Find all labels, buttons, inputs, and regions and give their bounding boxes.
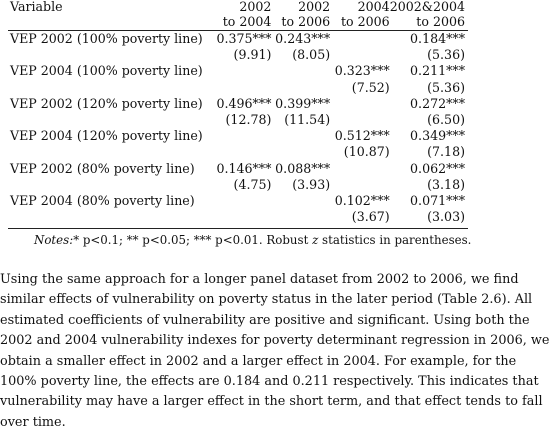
z-cell	[203, 209, 272, 229]
table-row-z	[8, 80, 468, 96]
table-row	[8, 63, 468, 79]
row-label: VEP 2004 (80% poverty line)	[10, 193, 195, 209]
notes-text: * p<0.1; ** p<0.05; *** p<0.01. Robust	[73, 233, 313, 247]
table-row-z	[8, 112, 468, 128]
paragraph-line: estimated coefficients of vulnerability are positive and significant. Using both the	[0, 312, 530, 328]
coef-cell: 0.512***	[334, 128, 390, 144]
table-row-z	[8, 177, 468, 193]
header-col-1-sub: to 2004	[203, 14, 272, 31]
coef-cell: 0.349***	[410, 128, 465, 144]
z-cell	[330, 177, 390, 193]
z-cell	[330, 47, 390, 63]
paragraph-line: obtain a smaller effect in 2002 and a larger effect in 2004. For example, for the	[0, 353, 517, 369]
z-cell: (11.54)	[284, 112, 331, 128]
z-cell: (3.03)	[390, 209, 468, 229]
z-cell: (4.75)	[233, 176, 272, 192]
z-cell: (12.78)	[225, 112, 272, 128]
z-cell	[271, 144, 330, 160]
z-cell: (10.87)	[343, 144, 390, 160]
table-row	[8, 128, 468, 144]
coef-cell	[203, 193, 272, 209]
table-notes	[34, 233, 471, 247]
z-cell	[271, 209, 330, 229]
z-cell: (9.91)	[233, 47, 272, 63]
coef-cell: 0.399***	[275, 95, 331, 111]
table-row-z	[8, 47, 468, 63]
table-row	[8, 193, 468, 209]
notes-z: z	[312, 233, 319, 247]
coef-cell	[330, 96, 390, 112]
coef-cell: 0.071***	[410, 193, 465, 209]
table-row-z	[8, 144, 468, 160]
coef-cell: 0.146***	[216, 160, 272, 176]
z-cell	[203, 80, 272, 96]
z-cell: (7.52)	[351, 79, 390, 95]
z-cell: (3.18)	[427, 176, 465, 192]
header-blank	[8, 14, 203, 31]
coef-cell	[271, 193, 330, 209]
body-paragraph	[0, 270, 549, 433]
coef-cell	[203, 128, 272, 144]
z-cell: (8.05)	[292, 47, 331, 63]
row-label: VEP 2004 (100% poverty line)	[10, 63, 203, 79]
z-cell	[203, 144, 272, 160]
header-col-4: 2002&2004	[389, 0, 465, 14]
notes-tail: statistics in parentheses.	[318, 233, 472, 247]
table-header-row-2	[8, 14, 468, 31]
row-label: VEP 2002 (100% poverty line)	[10, 31, 203, 46]
z-cell: (5.36)	[427, 47, 465, 63]
z-cell	[330, 112, 390, 128]
z-cell	[271, 80, 330, 96]
regression-table	[8, 0, 468, 229]
coef-cell: 0.211***	[410, 63, 465, 79]
header-col-3-sub: to 2006	[330, 14, 390, 31]
coef-cell: 0.088***	[275, 160, 331, 176]
coef-cell: 0.062***	[410, 160, 465, 176]
coef-cell: 0.496***	[216, 95, 272, 111]
table-row	[8, 31, 468, 48]
z-cell: (6.50)	[427, 112, 465, 128]
row-label: VEP 2002 (120% poverty line)	[10, 95, 203, 111]
header-col-3: 2004	[357, 0, 390, 14]
z-cell: (3.67)	[330, 209, 390, 229]
z-cell: (7.18)	[427, 144, 465, 160]
table-row	[8, 161, 468, 177]
coef-cell	[271, 63, 330, 79]
paragraph-line: vulnerability may have a larger effect in the short term, and that effect tends to fall	[0, 394, 543, 410]
paragraph-line: similar effects of vulnerability on poverty status in the later period (Table 2.6). All	[0, 292, 533, 308]
header-variable: Variable	[10, 0, 63, 14]
table-row	[8, 96, 468, 112]
paragraph-line: over time.	[0, 414, 66, 430]
paragraph-line: 100% poverty line, the effects are 0.184 and 0.211 respectively. This indicates that	[0, 374, 539, 390]
paragraph-line: 2002 and 2004 vulnerability indexes for poverty determinant regression in 2006, we	[0, 333, 549, 349]
coef-cell	[271, 128, 330, 144]
coef-cell: 0.102***	[334, 193, 390, 209]
row-label: VEP 2004 (120% poverty line)	[10, 128, 203, 144]
paragraph-line: Using the same approach for a longer panel dataset from 2002 to 2006, we find	[0, 272, 519, 287]
row-label: VEP 2002 (80% poverty line)	[10, 160, 195, 176]
coef-cell: 0.323***	[334, 63, 390, 79]
header-col-2: 2002	[298, 0, 331, 14]
z-cell: (5.36)	[427, 79, 465, 95]
coef-cell: 0.243***	[275, 31, 331, 46]
z-cell: (3.93)	[292, 176, 331, 192]
table-header-row	[8, 0, 468, 14]
header-col-4-sub: to 2006	[390, 14, 468, 31]
notes-label: Notes:	[34, 233, 74, 247]
coef-cell: 0.375***	[216, 31, 272, 46]
coef-cell: 0.272***	[410, 95, 465, 111]
table-row-z	[8, 209, 468, 229]
coef-cell	[330, 161, 390, 177]
coef-cell	[330, 31, 390, 48]
coef-cell: 0.184***	[410, 31, 465, 46]
coef-cell	[203, 63, 272, 79]
header-col-1: 2002	[239, 0, 272, 14]
header-col-2-sub: to 2006	[271, 14, 330, 31]
